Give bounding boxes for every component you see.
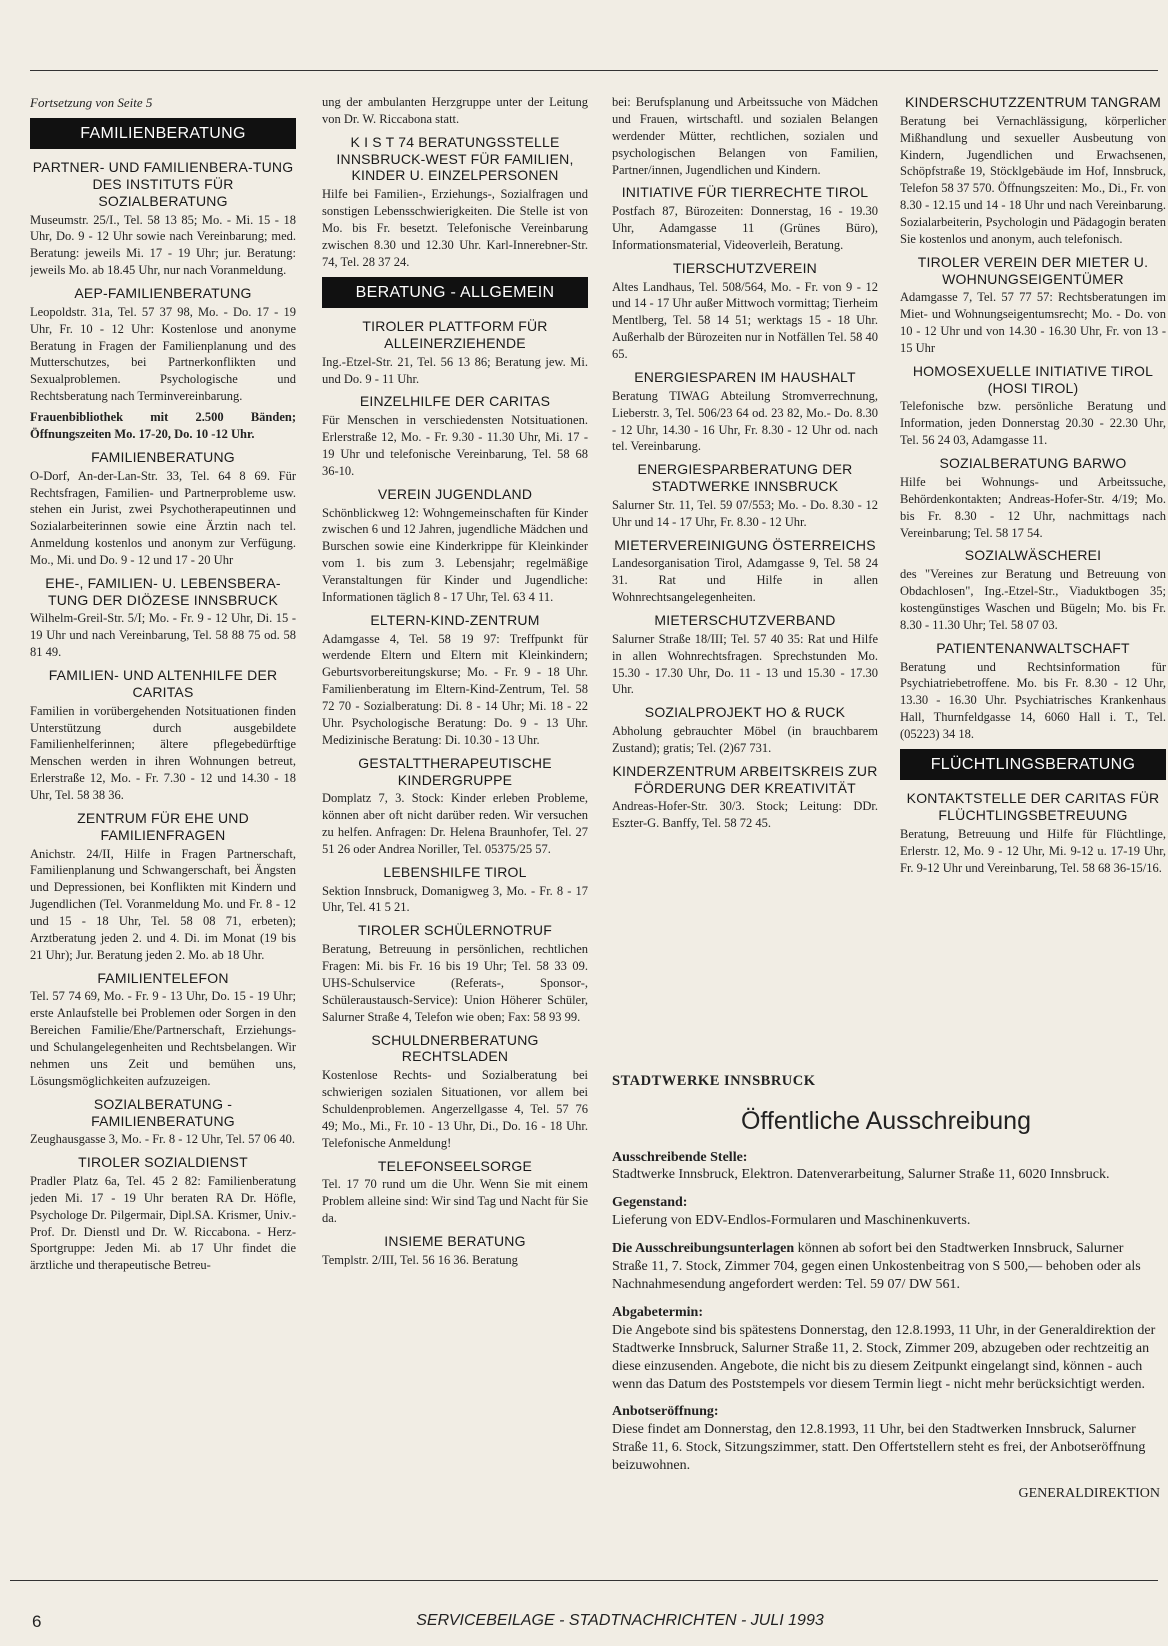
entry-text: ung der ambulanten Herzgruppe unter der Leitung von Dr. W. Riccabona statt. [322, 95, 588, 126]
column-3 [612, 94, 878, 1060]
notice-signature: GENERALDIREKTION [1018, 1486, 1160, 1502]
entry-heading: TIERSCHUTZVEREIN [673, 259, 817, 276]
entry-heading: PARTNER- UND FAMILIENBERA-TUNG DES INSTITUTS FÜR SOZIALBERATUNG [32, 159, 294, 209]
entry-text: Hilfe bei Familien-, Erziehungs-, Sozialfragen und sonstigen Lebensschwierigkeiten. Die Stelle ist von Mo. bis Fr. besetzt. Telefonische Vereinbarung zwischen 8.30 und 12.30 Uhr. Karl-Innerebner-Str. 74, Tel. 28 37 24. [322, 187, 588, 269]
top-rule [30, 70, 1158, 71]
entry-heading: MIETERSCHUTZVERBAND [654, 612, 836, 629]
column-4 [900, 94, 1166, 1060]
notice-label: Gegenstand: [612, 1195, 688, 1211]
entry-heading: ELTERN-KIND-ZENTRUM [370, 611, 540, 628]
entry-text: Beratung, Betreuung und Hilfe für Flüchtlinge, Erlerstr. 12, Mo. 9 - 12 Uhr, Mi. 9-12 u. 17-19 Uhr, Fr. 9-12 Uhr und Vereinbarung, Tel. 58 68 36-15/16. [900, 827, 1166, 875]
tender-notice [612, 1072, 1160, 1542]
entry-heading: PATIENTENANWALTSCHAFT [936, 639, 1130, 656]
entry-text: Leopoldstr. 31a, Tel. 57 37 98, Mo. - Do. 17 - 19 Uhr, Fr. 10 - 12 Uhr: Kostenlose und anonyme Beratung in Fragen der Familienplanung und des Mutterschutzes, bei Partnerkonflikten und Sexualproblemen. Psychologische und Rechtsberatung nach Terminvereinbarung. [30, 304, 296, 404]
footer-title: SERVICEBEILAGE - STADTNACHRICHTEN - JULI 1993 [416, 1612, 824, 1629]
entry-text: Tel. 17 70 rund um die Uhr. Wenn Sie mit einem Problem alleine sind: Wir sind Tag und Nacht für Sie da. [322, 1177, 588, 1226]
page-number: 6 [32, 1612, 42, 1631]
notice-paragraph [612, 1240, 1160, 1294]
entry-heading: FAMILIENBERATUNG [91, 448, 235, 465]
entry-heading: AEP-FAMILIENBERATUNG [74, 285, 252, 302]
entry-heading: EHE-, FAMILIEN- U. LEBENSBERA-TUNG DER DIÖZESE INNSBRUCK [45, 574, 281, 608]
notice-text: können ab sofort bei den Stadtwerken Innsbruck, Salurner Straße 11, 7. Stock, Zimmer 704, gegen einen Unkostenbeitrag von S 500,— behoben oder als Nachnahmesendung angefordert werden: Tel. 59 07/ DW 561. [612, 1241, 1141, 1292]
entry-heading: INSIEME BERATUNG [384, 1232, 526, 1249]
entry-text: Tel. 57 74 69, Mo. - Fr. 9 - 13 Uhr, Do. 15 - 19 Uhr; erste Anlaufstelle bei Problemen oder Sorgen in den Bereichen Familie/Ehe/Partnerschaft, Erziehungs- und Schulangelegenheiten und Rechtsbelangen. Wir nehmen uns Zeit und bemühen uns, Lösungsmöglichkeiten aufzuzeigen. [30, 989, 296, 1088]
entry-heading: MIETERVEREINIGUNG ÖSTERREICHS [614, 536, 876, 553]
entry-text: O-Dorf, An-der-Lan-Str. 33, Tel. 64 8 69. Für Rechtsfragen, Familien- und Partnerprobleme usw. stehen ein Jurist, zwei Psychotherapeutinnen und Sozialarbeiterinnen sowie eine Ärztin nach tel. Anmeldung kostenlos und anonym zur Verfügung. Mo., Mi. und Do. 9 - 12 und 17 - 20 Uhr [30, 468, 296, 567]
entry-text: Landesorganisation Tirol, Adamgasse 9, Tel. 58 24 31. Rat und Hilfe in allen Wohnrechtsangelegenheiten. [612, 556, 878, 605]
entry-heading: VEREIN JUGENDLAND [377, 485, 533, 502]
entry-text: Andreas-Hofer-Str. 30/3. Stock; Leitung: DDr. Eszter-G. Banffy, Tel. 58 72 45. [612, 799, 878, 831]
notice-title: Öffentliche Ausschreibung [740, 1106, 1031, 1135]
column-2 [322, 94, 588, 1554]
entry-text: Beratung, Betreuung in persönlichen, rechtlichen Fragen: Mi. bis Fr. 16 bis 19 Uhr; Tel. 58 33 09. UHS-Schulservice (Referats-, Sponsor-, Schüleraustausch-Service): Union Höherer Schüler, Salurner Straße 4, Telefon wie oben; Fax: 58 93 99. [322, 942, 588, 1024]
entry-text: Wilhelm-Greil-Str. 5/I; Mo. - Fr. 9 - 12 Uhr, Di. 15 - 19 Uhr und nach Vereinbarung, Tel. 58 88 75 od. 58 81 49. [30, 611, 296, 660]
entry-text: Schönblickweg 12: Wohngemeinschaften für Kinder zwischen 6 und 12 Jahren, jugendliche Mädchen und Burschen sowie eine Kinderkrippe für Kleinkinder vom 1. bis zum 3. Lebensjahr; regelmäßige Veranstaltungen für Kinder und Jugendliche: Informationen täglich 8 - 17 Uhr, Tel. 63 4 11. [322, 505, 588, 604]
entry-text: des "Vereines zur Beratung und Betreuung von Obdachlosen", Ing.-Etzel-Str., Viaduktbogen 35; kostengünstiges Waschen und Bügeln; Mo. bis Fr. 8.30 - 11.30 Uhr; Tel. 58 07 03. [900, 567, 1166, 632]
entry-text: Für Menschen in verschiedensten Notsituationen. Erlerstraße 12, Mo. - Fr. 9.30 - 11.30 Uhr, Mi. 17 - 19 Uhr und telefonische Vereinbarung, Tel. 58 68 36-10. [322, 413, 588, 478]
notice-organisation: STADTWERKE INNSBRUCK [612, 1073, 816, 1089]
entry-text: Postfach 87, Bürozeiten: Donnerstag, 16 - 19.30 Uhr, Adamgasse 11 (Grünes Büro), Informationsmaterial, Videoverleih, Beratung. [612, 204, 878, 252]
entry-heading: KINDERZENTRUM ARBEITSKREIS ZUR FÖRDERUNG DER KREATIVITÄT [612, 762, 878, 796]
entry-heading: TIROLER SOZIALDIENST [78, 1154, 248, 1171]
entry-heading: EINZELHILFE DER CARITAS [359, 393, 551, 410]
section-band-beratung-allgemein: BERATUNG - ALLGEMEIN [322, 277, 588, 309]
entry-heading: K I S T 74 BERATUNGSSTELLE INNSBRUCK-WEST FÜR FAMILIEN, KINDER U. EINZELPERSONEN [336, 133, 574, 184]
notice-text: Stadtwerke Innsbruck, Elektron. Datenverarbeitung, Salurner Straße 11, 6020 Innsbruck. [612, 1167, 1110, 1183]
entry-heading: KINDERSCHUTZZENTRUM TANGRAM [904, 94, 1162, 110]
entry-heading: SOZIALWÄSCHEREI [964, 547, 1102, 564]
entry-text: Hilfe bei Wohnungs- und Arbeitssuche, Behördenkontakten; Andreas-Hofer-Str. 4/19; Mo. bis Fr. 8.30 - 12 Uhr, nachmittags nach Vereinbarung; Tel. 58 17 54. [900, 474, 1166, 540]
entry-text: Abholung gebrauchter Möbel (in brauchbarem Zustand); gratis; Tel. (2)67 731. [612, 724, 878, 755]
entry-heading: TELEFONSEELSORGE [377, 1157, 533, 1174]
notice-label: Abgabetermin: [612, 1304, 703, 1320]
entry-heading: TIROLER SCHÜLERNOTRUF [358, 922, 552, 939]
entry-heading: SCHULDNERBERATUNG RECHTSLADEN [371, 1031, 539, 1065]
entry-heading: TIROLER PLATTFORM FÜR ALLEINERZIEHENDE [362, 318, 548, 351]
entry-highlight: Frauenbibliothek mit 2.500 Bänden; Öffnungszeiten Mo. 17-20, Do. 10 -12 Uhr. [30, 410, 296, 441]
entry-heading: SOZIALBERATUNG - FAMILIENBERATUNG [91, 1095, 235, 1129]
section-band-familienberatung: FAMILIENBERATUNG [30, 118, 296, 150]
entry-text: Telefonische bzw. persönliche Beratung und Information, jeden Donnerstag 20.30 - 22.30 Uhr, Tel. 56 24 03, Adamgasse 11. [900, 399, 1166, 448]
notice-text: Lieferung von EDV-Endlos-Formularen und Maschinenkuverts. [612, 1213, 971, 1229]
entry-heading: KONTAKTSTELLE DER CARITAS FÜR FLÜCHTLINGSBETREUUNG [906, 790, 1160, 824]
entry-text: Sektion Innsbruck, Domanigweg 3, Mo. - Fr. 8 - 17 Uhr, Tel. 41 5 21. [322, 883, 588, 915]
entry-text: Zeughausgasse 3, Mo. - Fr. 8 - 12 Uhr, Tel. 57 06 40. [30, 1132, 296, 1147]
entry-text: Adamgasse 7, Tel. 57 77 57: Rechtsberatungen im Miet- und Wohnungseigentumsrecht; Mo. - Do. von 10 - 12 Uhr und von 14.30 - 16.30 Uhr, Fr. von 13 - 15 Uhr [900, 290, 1166, 356]
entry-heading: FAMILIEN- UND ALTENHILFE DER CARITAS [48, 667, 278, 700]
notice-label: Ausschreibende Stelle: [612, 1149, 748, 1165]
entry-text: Anichstr. 24/II, Hilfe in Fragen Partnerschaft, Familienplanung und Schwangerschaft, bei Ängsten und Depressionen, bei Konflikten mit Kindern und Jugendlichen (Tel. Voranmeldung Mo. und Fr. 8 - 12 und 15 - 18 Uhr, Tel. 58 08 71, erbeten); Arztberatung jeden 2. und 4. Di. im Monat (19 bis 21 Uhr); Jur. Beratung jeden 2. Mo. ab 18 Uhr. [30, 846, 296, 962]
bottom-rule [10, 1580, 1158, 1581]
entry-text: Salurner Str. 11, Tel. 59 07/553; Mo. - Do. 8.30 - 12 Uhr und 14 - 17 Uhr, Fr. 8.30 - 12 Uhr. [612, 497, 878, 529]
entry-text: Adamgasse 4, Tel. 58 19 97: Treffpunkt für werdende Eltern und Eltern mit Kleinkindern; Geburtsvorbereitungskurse; Mo. - Fr. 9 - 18 Uhr. Familienberatung im Eltern-Kind-Zentrum, Tel. 58 72 70 - Sozialberatung: Di. 8 - 14 Uhr; Mi. 18 - 22 Uhr. Psychologische Beratung: Do. 9 - 13 Uhr. Medizinische Beratung: Di. 10.30 - 13 Uhr. [322, 631, 588, 747]
entry-text: Templstr. 2/III, Tel. 56 16 36. Beratung [322, 1252, 518, 1267]
notice-text: Die Angebote sind bis spätestens Donnerstag, den 12.8.1993, 11 Uhr, in der Generaldirektion der Stadtwerke Innsbruck, Salurner Straße 11, 2. Stock, Zimmer 209, abzugeben oder rechtzeitig an diese einzusenden. Angebote, die nicht bis zu diesem Zeitpunkt eingelangt sind, können - auch wenn das Datum des Poststempels vor diesem Termin liegt - nicht mehr berücksichtigt werden. [612, 1322, 1156, 1392]
entry-text: Salurner Straße 18/III; Tel. 57 40 35: Rat und Hilfe in allen Wohnrechtsfragen. Sprechstunden Mo. 15.30 - 17.30 Uhr, Do. 11 - 13 und 15.30 - 17.30 Uhr. [612, 631, 878, 697]
entry-text: Kostenlose Rechts- und Sozialberatung bei schwierigen sozialen Situationen, vor allem bei Schuldenproblemen. Angerzellgasse 4, Tel. 57 76 49; Mo., Mi., Fr. 10 - 13 Uhr, Di., Do. 16 - 18 Uhr. Telefonische Anmeldung! [322, 1068, 588, 1150]
column-1 [30, 94, 296, 1554]
entry-text: Altes Landhaus, Tel. 508/564, Mo. - Fr. von 9 - 12 und 14 - 17 Uhr außer Mittwoch vormittag; Tierheim Mentlberg, Tel. 58 14 51; werktags 15 - 18 Uhr. Außerhalb der Bürozeiten nur in Notfällen Tel. 58 40 65. [612, 279, 878, 362]
entry-text: Domplatz 7, 3. Stock: Kinder erleben Probleme, können aber oft nicht darüber reden. Wir versuchen zu helfen. Anfragen: Dr. Helena Braunhofer, Tel. 27 51 26 oder Andrea Noriller, Tel. 05375/25 57. [322, 791, 588, 856]
entry-heading: GESTALTTHERAPEUTISCHE KINDERGRUPPE [358, 754, 552, 788]
entry-text: Ing.-Etzel-Str. 21, Tel. 56 13 86; Beratung jew. Mi. und Do. 9 - 11 Uhr. [322, 354, 588, 386]
entry-heading: SOZIALPROJEKT HO & RUCK [644, 704, 846, 721]
notice-text: Diese findet am Donnerstag, den 12.8.1993, 11 Uhr, bei den Stadtwerken Innsbruck, Salurner Straße 11, 6. Stock, Sitzungszimmer, statt. Den Offertstellern steht es frei, der Anbotseröffnung beizuwohnen. [612, 1422, 1146, 1474]
entry-text: Beratung bei Vernachlässigung, körperlicher Mißhandlung und sexueller Ausbeutung von Kindern, Jugendlichen und Erwachsenen, Schöpfstraße 19, Stöcklgebäude im Hof, Innsbruck, Telefon 58 37 570. Öffnungszeiten: Mo., Di., Fr. von 8.30 - 12.15 und 14 - 18 Uhr und nach Vereinbarung. Sozialarbeiterin, Psychologin und Pädagogin beraten Sie kostenlos und anonym, auch telefonisch. [900, 113, 1166, 246]
entry-text: Museumstr. 25/I., Tel. 58 13 85; Mo. - Mi. 15 - 18 Uhr, Do. 9 - 12 Uhr sowie nach Vereinbarung; med. Beratung: jeweils Mi. 17 - 19 Uhr; jur. Beratung: jeweils Mo. ab 18.45 Uhr, nur nach Voranmeldung. [30, 212, 296, 278]
section-band-fluechtlingsberatung: FLÜCHTLINGSBERATUNG [900, 749, 1166, 781]
entry-text: Familien in vorübergehenden Notsituationen finden Unterstützung durch ausgebildete Familienhelferinnen; ältere pflegebedürftige Menschen werden in ihren Wohnungen betreut, Erlerstraße 12, Mo. - Fr. 7.30 - 12 und 14.30 - 18 Uhr, Tel. 58 38 36. [30, 703, 296, 803]
entry-heading: FAMILIENTELEFON [97, 969, 229, 986]
entry-heading: ENERGIESPARBERATUNG DER STADTWERKE INNSBRUCK [637, 461, 853, 495]
entry-heading: TIROLER VEREIN DER MIETER U. WOHNUNGSEIGENTÜMER [917, 253, 1149, 287]
entry-heading: SOZIALBERATUNG BARWO [939, 455, 1127, 472]
continuation-note: Fortsetzung von Seite 5 [30, 95, 153, 110]
entry-heading: ZENTRUM FÜR EHE UND FAMILIENFRAGEN [77, 809, 249, 843]
entry-heading: ENERGIESPAREN IM HAUSHALT [634, 368, 856, 385]
notice-label: Anbotseröffnung: [612, 1404, 719, 1420]
entry-heading: LEBENSHILFE TIROL [383, 863, 527, 880]
entry-heading: INITIATIVE FÜR TIERRECHTE TIROL [621, 184, 869, 201]
notice-label: Die Ausschreibungsunterlagen [612, 1241, 795, 1257]
entry-text: Pradler Platz 6a, Tel. 45 2 82: Familienberatung jeden Mi. 17 - 19 Uhr beraten RA Dr. Höfle, Psychologe Dr. Pilgermair, Dipl.SA. Krismer, Univ.-Prof. Dr. Dienstl und Dr. W. Riccabona. - Herz-Sportgruppe: Jeden Mi. ab 17 Uhr findet die ärztliche und therapeutische Betreu- [30, 1173, 296, 1273]
entry-text: Beratung TIWAG Abteilung Stromverrechnung, Lieberstr. 3, Tel. 506/23 64 od. 23 82, Mo.- Do. 8.30 - 12 Uhr, 14.30 - 16 Uhr, Fr. 8.30 - 12 Uhr od. nach tel. Vereinbarung. [612, 388, 878, 454]
entry-text: bei: Berufsplanung und Arbeitssuche von Mädchen und Frauen, wirtschaftl. und sozialen Belangen werdender Mütter, rechtlichen, sozialen und psychologischen Belangen von Familien, Partner/innen, Jugendlichen und Kindern. [612, 95, 878, 177]
entry-text: Beratung und Rechtsinformation für Psychiatriebetroffene. Mo. bis Fr. 8.30 - 12 Uhr, 13.30 - 16.30 Uhr. Psychiatrisches Krankenhaus Hall, Thurnfeldgasse 14, 6060 Hall i. T., Tel. (05223) 34 18. [900, 659, 1166, 741]
entry-heading: HOMOSEXUELLE INITIATIVE TIROL (HOSI TIROL) [912, 362, 1154, 396]
